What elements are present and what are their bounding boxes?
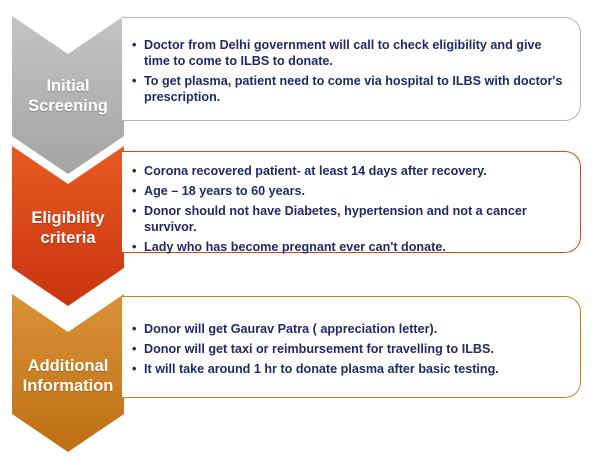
list-item: • Donor will get Gaurav Patra ( appreciation letter). xyxy=(132,322,438,336)
eligibility-criteria-panel xyxy=(122,151,581,253)
eligibility-criteria-chevron xyxy=(12,146,124,308)
list-item: • To get plasma, patient need to come via hospital to ILBS with doctor's prescription. xyxy=(132,74,563,104)
list-item: • Donor will get taxi or reimbursement for travelling to ILBS. xyxy=(132,342,494,356)
list-item: • Lady who has become pregnant ever can't donate. xyxy=(132,240,446,254)
additional-information-label: Additional Information xyxy=(22,357,114,395)
additional-information-list xyxy=(130,321,564,377)
additional-information-chevron xyxy=(12,294,124,454)
eligibility-criteria-label: Eligibility criteria xyxy=(31,209,105,247)
list-item: • Donor should not have Diabetes, hypertension and not a cancer survivor. xyxy=(132,204,527,234)
initial-screening-panel xyxy=(122,17,581,121)
list-item: • It will take around 1 hr to donate plasma after basic testing. xyxy=(132,362,499,376)
list-item: • Age – 18 years to 60 years. xyxy=(132,184,306,198)
list-item: • Doctor from Delhi government will call to check eligibility and give time to come to ILBS to donate. xyxy=(132,38,542,68)
list-item: • Corona recovered patient- at least 14 days after recovery. xyxy=(132,164,487,178)
additional-information-panel xyxy=(122,296,581,398)
initial-screening-list xyxy=(130,37,564,105)
initial-screening-label: Initial Screening xyxy=(28,77,108,115)
eligibility-criteria-list xyxy=(130,163,564,255)
